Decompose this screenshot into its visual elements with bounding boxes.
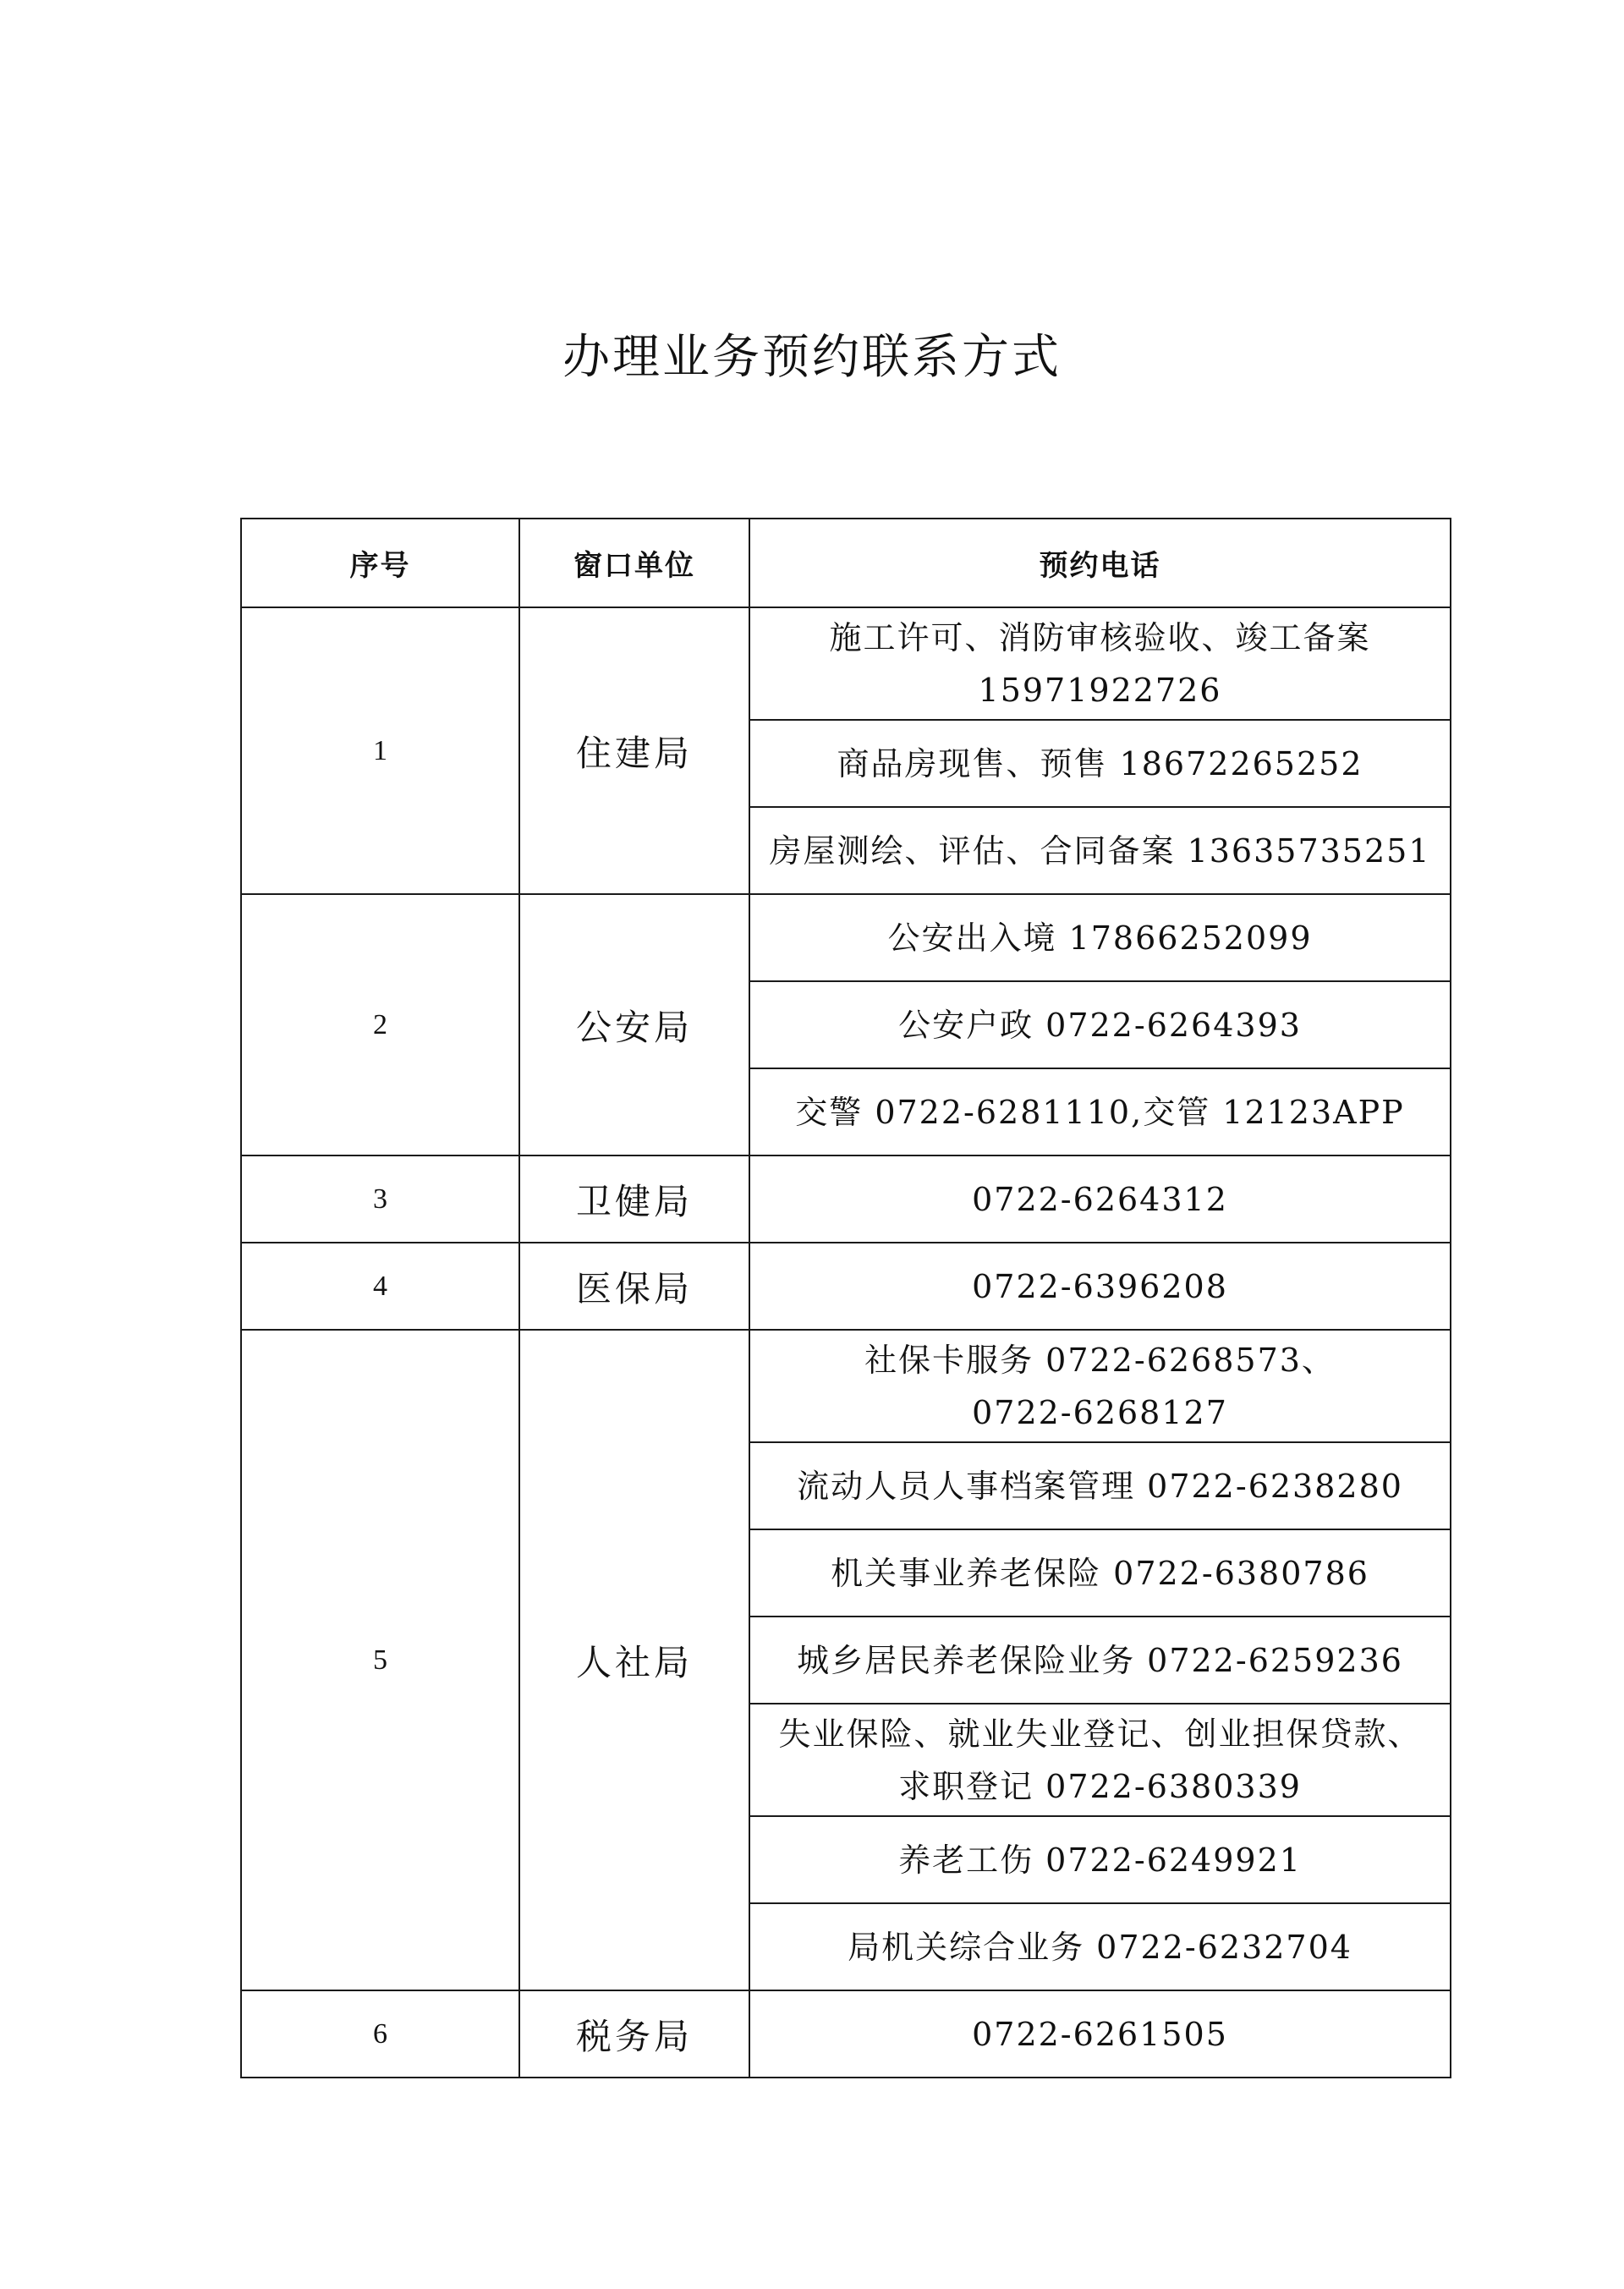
- row-seq: 6: [241, 1990, 519, 2078]
- table-row: [241, 607, 1451, 720]
- phone-cell: [749, 1704, 1451, 1816]
- row-unit: 住建局: [519, 607, 749, 894]
- phone-cell: 公安出入境 17866252099: [749, 894, 1451, 981]
- table-row: [241, 1330, 1451, 1442]
- contact-table: [240, 518, 1451, 2078]
- row-seq: 1: [241, 607, 519, 894]
- phone-cell: 房屋测绘、评估、合同备案 13635735251: [749, 807, 1451, 894]
- phone-cell: 流动人员人事档案管理 0722-6238280: [749, 1442, 1451, 1529]
- phone-cell: 交警 0722-6281110,交管 12123APP: [749, 1068, 1451, 1155]
- header-phone: 预约电话: [749, 519, 1451, 607]
- phone-cell: 机关事业养老保险 0722-6380786: [749, 1529, 1451, 1617]
- phone-text: 社保卡服务 0722-6268573、: [864, 1341, 1336, 1379]
- phone-cell: 公安户政 0722-6264393: [749, 981, 1451, 1068]
- table-header-row: [241, 519, 1451, 607]
- phone-text: 求职登记 0722-6380339: [898, 1767, 1302, 1805]
- row-seq: 2: [241, 894, 519, 1155]
- table-row: [241, 1155, 1451, 1243]
- phone-text: 15971922726: [978, 671, 1222, 709]
- phone-cell: [749, 1330, 1451, 1442]
- row-seq: 3: [241, 1155, 519, 1243]
- phone-cell: 0722-6261505: [749, 1990, 1451, 2078]
- phone-cell: 城乡居民养老保险业务 0722-6259236: [749, 1617, 1451, 1704]
- phone-cell: 0722-6396208: [749, 1243, 1451, 1330]
- table-row: [241, 1990, 1451, 2078]
- phone-cell: [749, 607, 1451, 720]
- row-seq: 5: [241, 1330, 519, 1990]
- page-title: 办理业务预约联系方式: [562, 330, 1062, 385]
- row-unit: 人社局: [519, 1330, 749, 1990]
- phone-text: 0722-6268127: [972, 1393, 1228, 1431]
- phone-text: 失业保险、就业失业登记、创业担保贷款、: [778, 1715, 1422, 1753]
- row-unit: 税务局: [519, 1990, 749, 2078]
- row-seq: 4: [241, 1243, 519, 1330]
- row-unit: 卫健局: [519, 1155, 749, 1243]
- phone-cell: 养老工伤 0722-6249921: [749, 1816, 1451, 1903]
- phone-cell: 0722-6264312: [749, 1155, 1451, 1243]
- table-row: [241, 894, 1451, 981]
- phone-cell: 商品房现售、预售 18672265252: [749, 720, 1451, 807]
- row-unit: 公安局: [519, 894, 749, 1155]
- phone-cell: 局机关综合业务 0722-6232704: [749, 1903, 1451, 1990]
- phone-text: 施工许可、消防审核验收、竣工备案: [829, 618, 1371, 656]
- header-unit: 窗口单位: [519, 519, 749, 607]
- header-seq: 序号: [241, 519, 519, 607]
- table-row: [241, 1243, 1451, 1330]
- row-unit: 医保局: [519, 1243, 749, 1330]
